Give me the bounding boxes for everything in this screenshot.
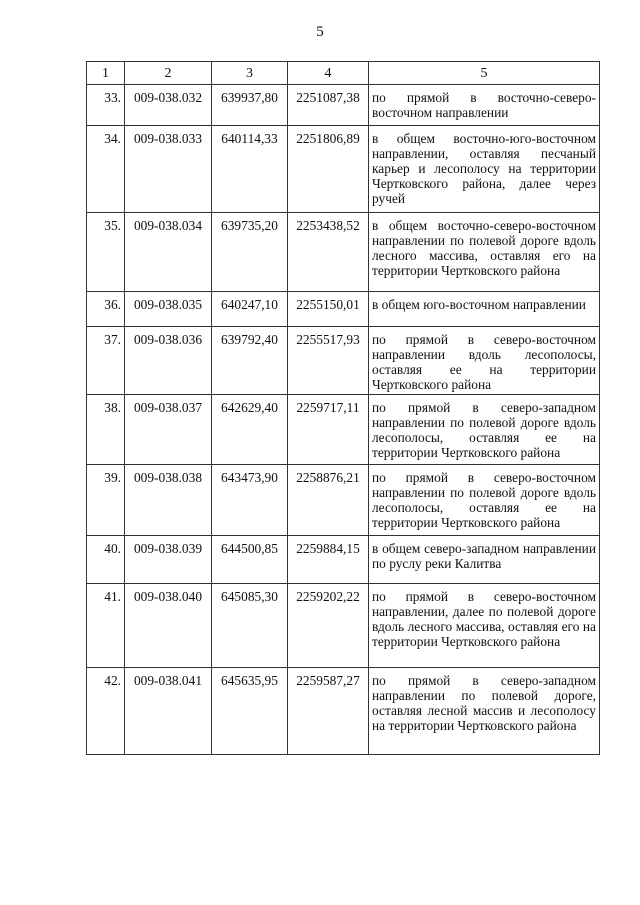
coordinate-y: 2255517,93 xyxy=(288,327,369,395)
column-header-3: 3 xyxy=(212,62,288,85)
point-code: 009-038.040 xyxy=(125,584,212,668)
column-header-5: 5 xyxy=(369,62,600,85)
row-number: 36. xyxy=(87,292,125,327)
boundary-points-table xyxy=(86,61,600,755)
point-code: 009-038.036 xyxy=(125,327,212,395)
table-row xyxy=(87,536,600,584)
row-number: 41. xyxy=(87,584,125,668)
boundary-description: по прямой в северо-западном направлении по полевой дороге, оставляя лесной массив и лесополосу на территории Чертковского района xyxy=(369,668,600,755)
boundary-description: по прямой в северо-восточном направлении по полевой дороге вдоль лесополосы, оставляя ее на территории Чертковского района xyxy=(369,465,600,536)
point-code: 009-038.038 xyxy=(125,465,212,536)
coordinate-y: 2251806,89 xyxy=(288,126,369,213)
boundary-description: по прямой в северо-восточном направлении, далее по полевой дороге вдоль лесного массива, оставляя его на территории Чертковского района xyxy=(369,584,600,668)
table-row xyxy=(87,465,600,536)
table-row xyxy=(87,584,600,668)
boundary-description: в общем северо-западном направлении по руслу реки Калитва xyxy=(369,536,600,584)
coordinate-y: 2253438,52 xyxy=(288,213,369,292)
row-number: 33. xyxy=(87,85,125,126)
coordinate-y: 2251087,38 xyxy=(288,85,369,126)
point-code: 009-038.033 xyxy=(125,126,212,213)
point-code: 009-038.041 xyxy=(125,668,212,755)
row-number: 42. xyxy=(87,668,125,755)
table-row xyxy=(87,126,600,213)
point-code: 009-038.032 xyxy=(125,85,212,126)
table-row xyxy=(87,327,600,395)
boundary-description: по прямой в северо-восточном направлении вдоль лесополосы, оставляя ее на территории Чертковского района xyxy=(369,327,600,395)
coordinate-x: 644500,85 xyxy=(212,536,288,584)
point-code: 009-038.037 xyxy=(125,395,212,465)
point-code: 009-038.034 xyxy=(125,213,212,292)
point-code: 009-038.035 xyxy=(125,292,212,327)
table-row xyxy=(87,292,600,327)
boundary-description: по прямой в восточно-северо-восточном направлении xyxy=(369,85,600,126)
coordinate-y: 2259202,22 xyxy=(288,584,369,668)
coordinate-x: 639937,80 xyxy=(212,85,288,126)
coordinate-x: 645635,95 xyxy=(212,668,288,755)
coordinate-y: 2259717,11 xyxy=(288,395,369,465)
boundary-description: в общем юго-восточном направлении xyxy=(369,292,600,327)
boundary-description: в общем восточно-северо-восточном направлении по полевой дороге вдоль лесного массива, оставляя его на территории Чертковского района xyxy=(369,213,600,292)
coordinate-x: 642629,40 xyxy=(212,395,288,465)
table-row xyxy=(87,85,600,126)
table-header-row xyxy=(87,62,600,85)
coordinate-x: 639792,40 xyxy=(212,327,288,395)
row-number: 40. xyxy=(87,536,125,584)
coordinate-x: 639735,20 xyxy=(212,213,288,292)
row-number: 38. xyxy=(87,395,125,465)
row-number: 35. xyxy=(87,213,125,292)
column-header-4: 4 xyxy=(288,62,369,85)
coordinate-x: 640114,33 xyxy=(212,126,288,213)
table-row xyxy=(87,668,600,755)
column-header-1: 1 xyxy=(87,62,125,85)
row-number: 39. xyxy=(87,465,125,536)
page-number: 5 xyxy=(316,24,324,40)
table-row xyxy=(87,395,600,465)
point-code: 009-038.039 xyxy=(125,536,212,584)
coordinate-y: 2258876,21 xyxy=(288,465,369,536)
boundary-description: по прямой в северо-западном направлении по полевой дороге вдоль лесополосы, оставляя ее на территории Чертковского района xyxy=(369,395,600,465)
boundary-description: в общем восточно-юго-восточном направлении, оставляя песчаный карьер и лесополосу на территории Чертковского района, далее через ручей xyxy=(369,126,600,213)
coordinate-y: 2259587,27 xyxy=(288,668,369,755)
coordinate-x: 645085,30 xyxy=(212,584,288,668)
coordinate-y: 2259884,15 xyxy=(288,536,369,584)
coordinate-x: 640247,10 xyxy=(212,292,288,327)
coordinate-x: 643473,90 xyxy=(212,465,288,536)
row-number: 34. xyxy=(87,126,125,213)
row-number: 37. xyxy=(87,327,125,395)
column-header-2: 2 xyxy=(125,62,212,85)
coordinate-y: 2255150,01 xyxy=(288,292,369,327)
table-row xyxy=(87,213,600,292)
